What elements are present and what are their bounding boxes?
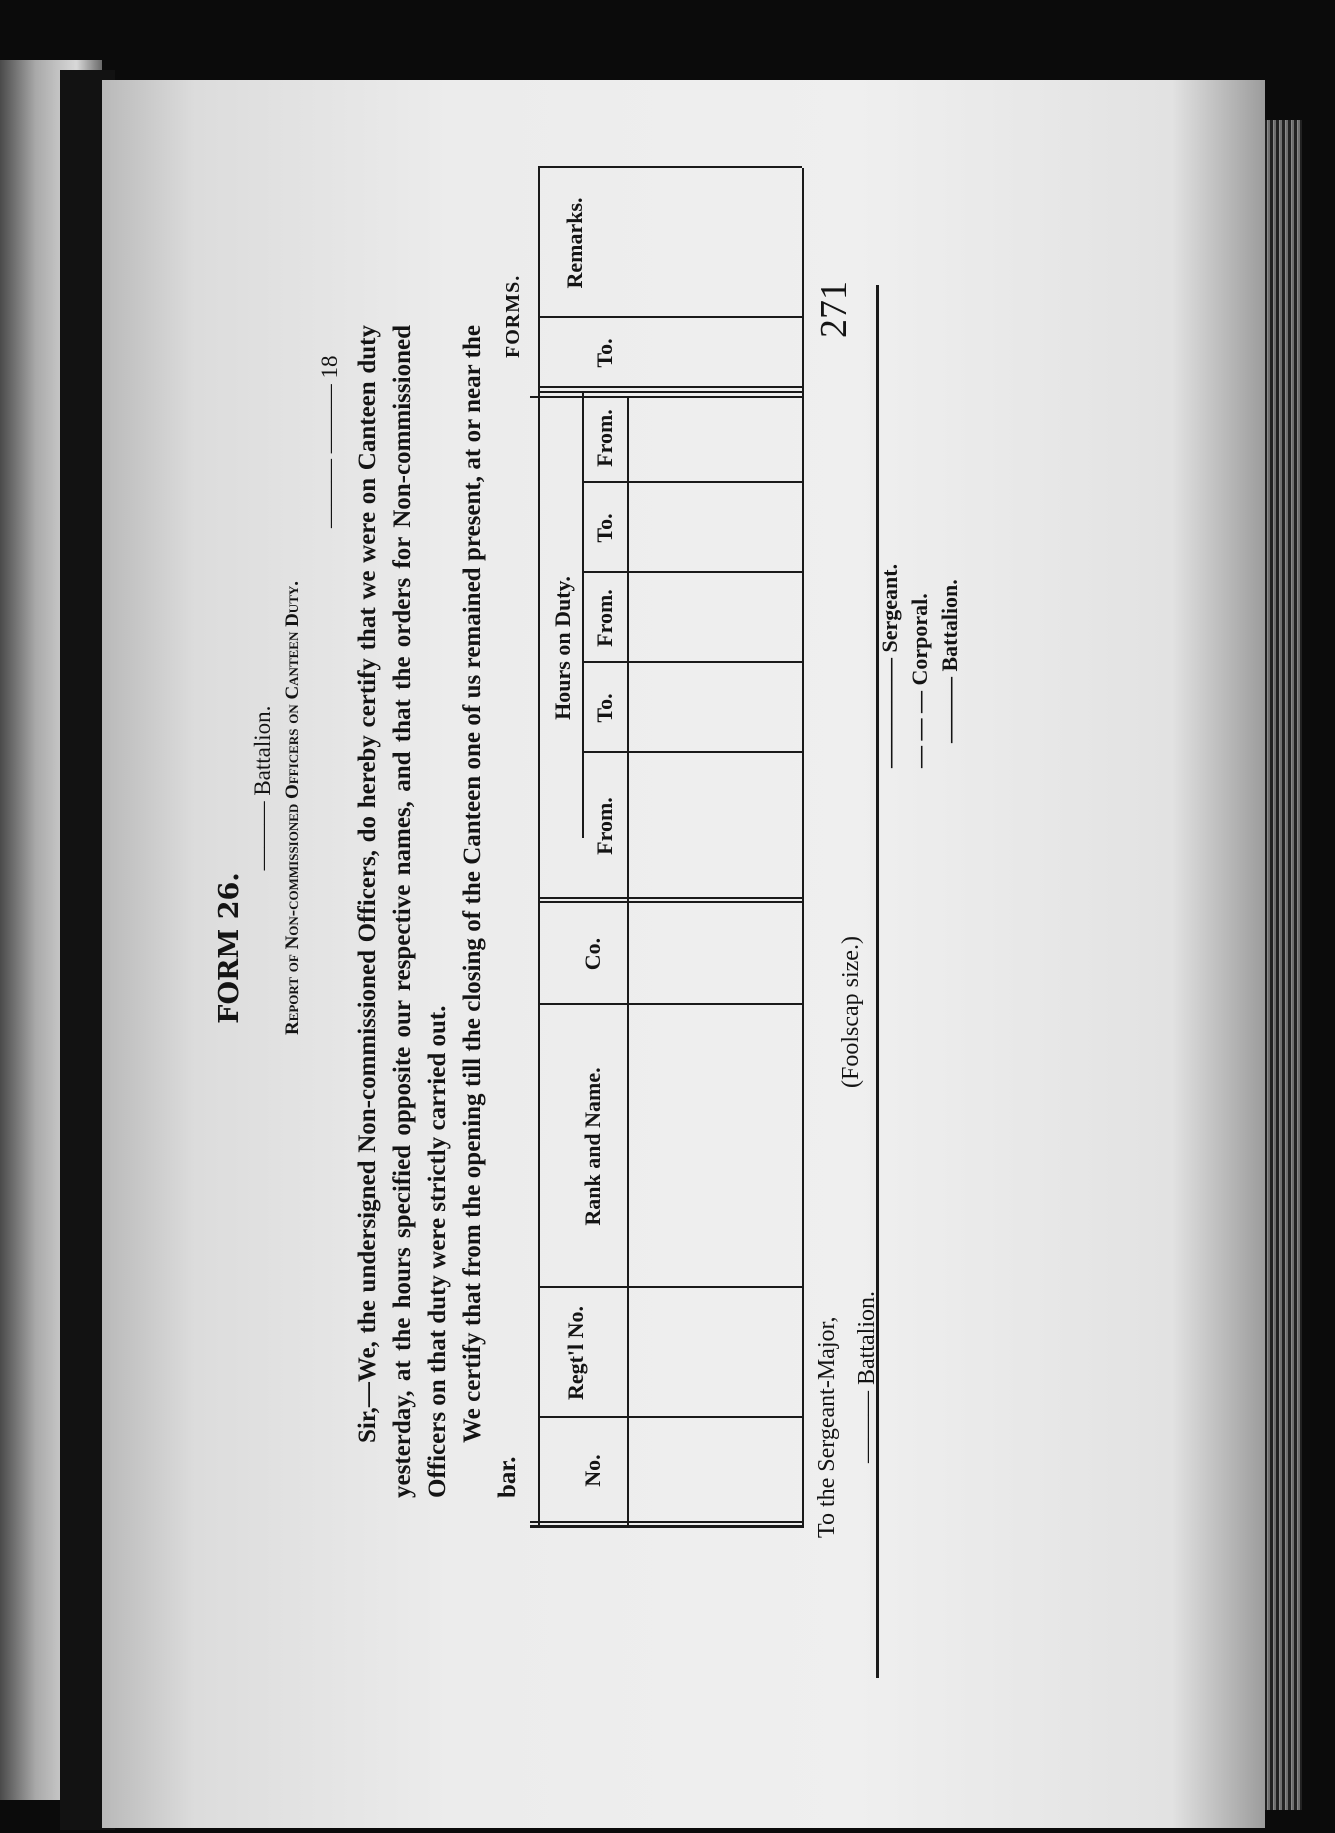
to-sergeant-major: To the Sergeant-Major, [814,1316,840,1538]
signature-battalion: ——— Battalion. [937,579,962,743]
rotated-page-content [102,95,1265,1828]
table-left-rule [530,1525,803,1528]
battalion-header: ——— Battalion. [250,705,275,871]
col-divider [538,391,802,393]
header-to-3: To. [592,338,617,368]
certification-paragraph: Sir,—We, the undersigned Non-commissioned Officers, do hereby certify that we were on Canteen duty yesterday, at the hours specified opposite our respective names, and that the orders for Non-commissioned Officers on that duty were strictly carried out. [354,325,451,1498]
table-bottom-rule [802,398,804,1528]
header-rank-name: Rank and Name. [580,1067,605,1226]
col-divider [538,897,802,899]
header-from-3: From. [592,409,617,467]
foolscap-size-note: (Foolscap size.) [838,936,864,1088]
table-bottom-rule-right [802,168,804,398]
book-page [102,80,1265,1828]
head-rule [876,285,879,1678]
signature-sergeant: ————— Sergeant. [877,563,902,768]
header-bottom-rule [627,398,629,1528]
hours-subheader-rule [582,393,584,838]
header-regtl-no: Regt'l No. [563,1305,588,1401]
header-to-2: To. [592,513,617,543]
header-to-1: To. [592,693,617,723]
col-divider [538,386,802,388]
header-from-1: From. [592,797,617,855]
header-co: Co. [580,937,605,971]
form-number: FORM 26. [214,872,245,1024]
page-number: 271 [813,281,855,338]
date-line: ——— ——— 18 [317,355,342,528]
table-left-rule-inner [530,1521,803,1523]
report-title: Report of Non-commissioned Officers on Canteen Duty. [282,580,303,1036]
col-divider [538,901,802,903]
to-battalion-line: ——— Battalion. [854,1291,880,1463]
header-hours-on-duty: Hours on Duty. [550,576,575,720]
signature-corporal: — — — Corporal. [907,593,932,768]
header-from-2: From. [592,589,617,647]
canteen-presence-paragraph: We certify that from the opening till the closing of the Canteen one of us remained present, at or near the bar. [459,325,521,1498]
table-right-rule [538,166,802,168]
header-top-rule [538,398,540,1528]
header-no: No. [580,1454,605,1487]
running-head-title: FORMS. [502,274,524,358]
col-divider [538,316,802,318]
header-remarks: Remarks. [562,197,587,289]
page-stack-edge [1262,120,1302,1810]
header-top-rule-right [538,168,540,398]
col-divider [538,1003,802,1005]
